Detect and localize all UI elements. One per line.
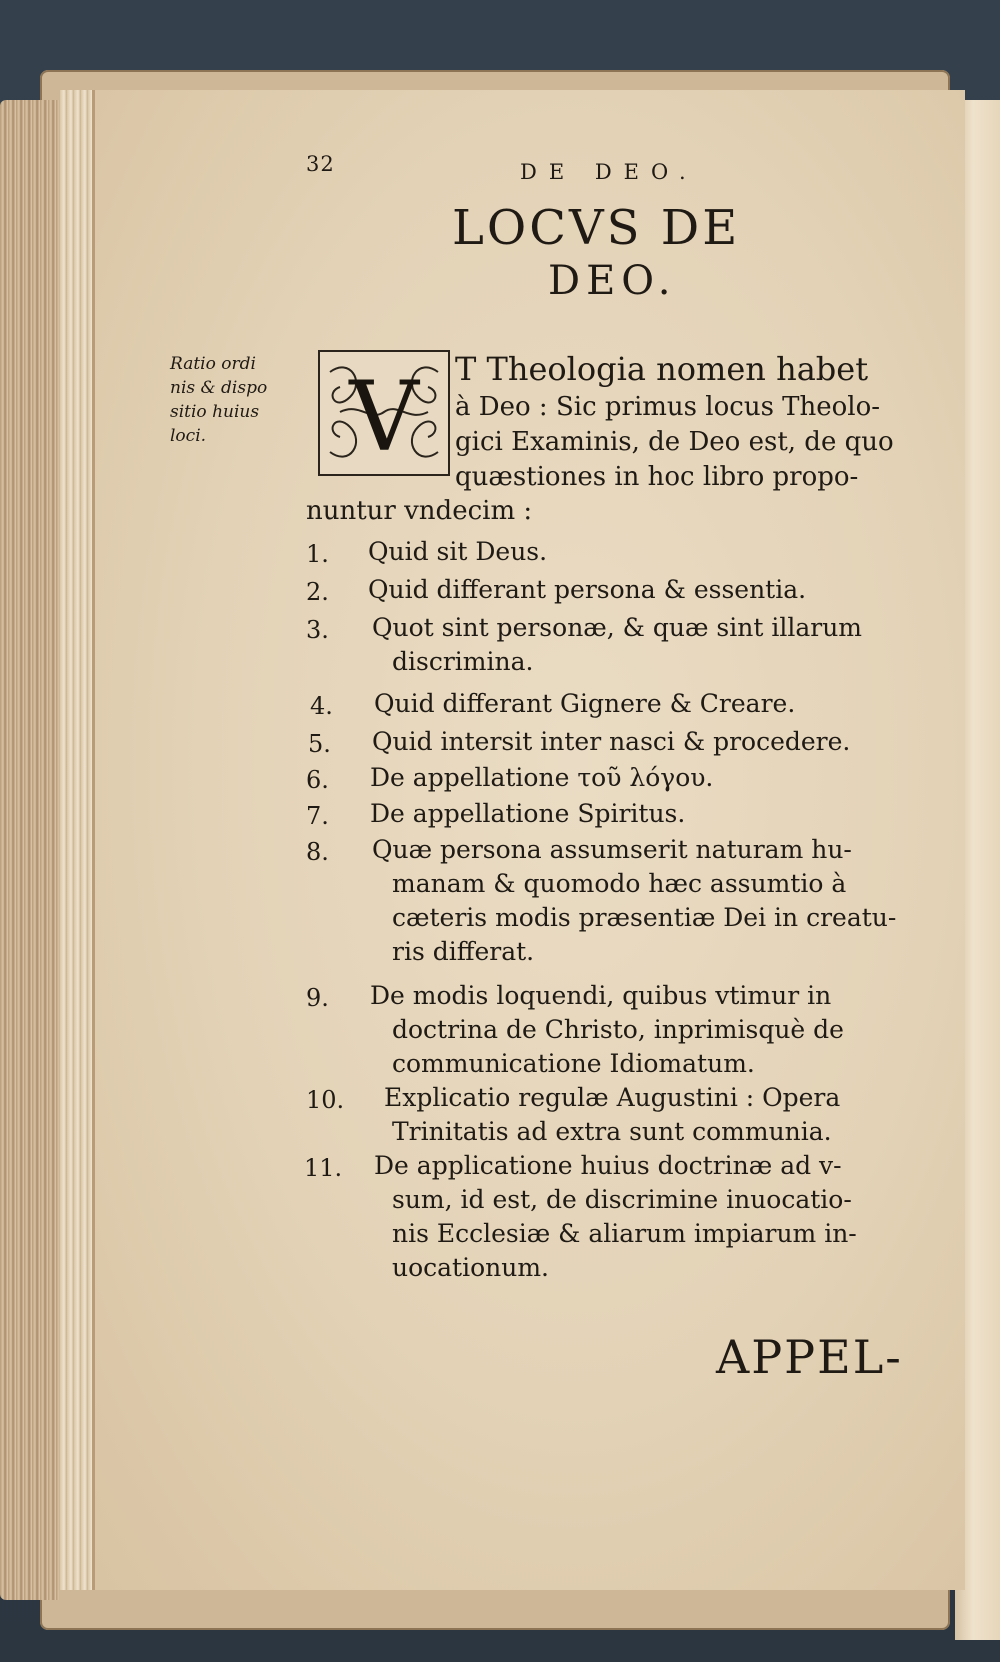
question-line: De appellatione τοῦ λόγου. <box>370 763 714 792</box>
question-number: 7. <box>306 802 329 830</box>
question-line: sum, id est, de discrimine inuocatio- <box>392 1185 852 1214</box>
intro-line: nuntur vndecim : <box>306 496 533 526</box>
running-head-title: DE DEO. <box>520 160 698 184</box>
question-line: cæteris modis præsentiæ Dei in creatu- <box>392 903 897 932</box>
intro-line: gici Examinis, de Deo est, de quo <box>455 427 894 457</box>
intro-line: T Theologia nomen habet <box>455 350 869 388</box>
question-line: manam & quomodo hæc assumtio à <box>392 869 847 898</box>
question-line: discrimina. <box>392 647 534 676</box>
question-number: 11. <box>304 1154 343 1182</box>
question-number: 10. <box>306 1086 345 1114</box>
drop-cap-letter: V <box>349 361 419 473</box>
margin-note <box>170 352 310 448</box>
question-number: 1. <box>306 540 329 568</box>
book-spine-edge <box>0 100 60 1600</box>
margin-note-line: loci. <box>170 426 207 446</box>
question-line: communicatione Idiomatum. <box>392 1049 755 1078</box>
ornamental-initial <box>318 350 450 476</box>
question-line: De appellatione Spiritus. <box>370 799 686 828</box>
question-number: 4. <box>310 692 333 720</box>
question-number: 2. <box>306 578 329 606</box>
margin-note-line: nis & dispo <box>170 378 268 398</box>
catchword: APPEL- <box>716 1330 903 1384</box>
intro-line: à Deo : Sic primus locus Theolo- <box>455 392 881 422</box>
question-line: Explicatio regulæ Augustini : Opera <box>384 1083 841 1112</box>
question-number: 9. <box>306 984 329 1012</box>
question-line: Quid differant persona & essentia. <box>368 575 807 604</box>
question-number: 3. <box>306 616 329 644</box>
chapter-title-line1: LOCVS DE <box>452 200 741 256</box>
question-number: 8. <box>306 838 329 866</box>
question-line: uocationum. <box>392 1253 550 1282</box>
ornament-icon <box>320 352 448 474</box>
intro-line: quæstiones in hoc libro propo- <box>455 462 859 492</box>
question-line: Trinitatis ad extra sunt communia. <box>392 1117 832 1146</box>
margin-note-line: sitio huius <box>170 402 260 422</box>
question-line: doctrina de Christo, inprimisquè de <box>392 1015 844 1044</box>
question-line: De modis loquendi, quibus vtimur in <box>370 981 832 1010</box>
chapter-title-line2: DEO. <box>548 258 677 304</box>
question-line: Quid sit Deus. <box>368 537 548 566</box>
question-line: nis Ecclesiæ & aliarum impiarum in- <box>392 1219 857 1248</box>
page-number: 32 <box>306 152 335 176</box>
question-line: Quæ persona assumserit naturam hu- <box>372 835 852 864</box>
question-line: De applicatione huius doctrinæ ad v- <box>374 1151 842 1180</box>
margin-note-line: Ratio ordi <box>170 354 256 374</box>
question-line: Quid intersit inter nasci & procedere. <box>372 727 851 756</box>
question-number: 5. <box>308 730 331 758</box>
question-line: Quot sint personæ, & quæ sint illarum <box>372 613 863 642</box>
question-line: Quid differant Gignere & Creare. <box>374 689 796 718</box>
question-line: ris differat. <box>392 937 535 966</box>
question-number: 6. <box>306 766 329 794</box>
page-edges-left <box>60 90 94 1590</box>
